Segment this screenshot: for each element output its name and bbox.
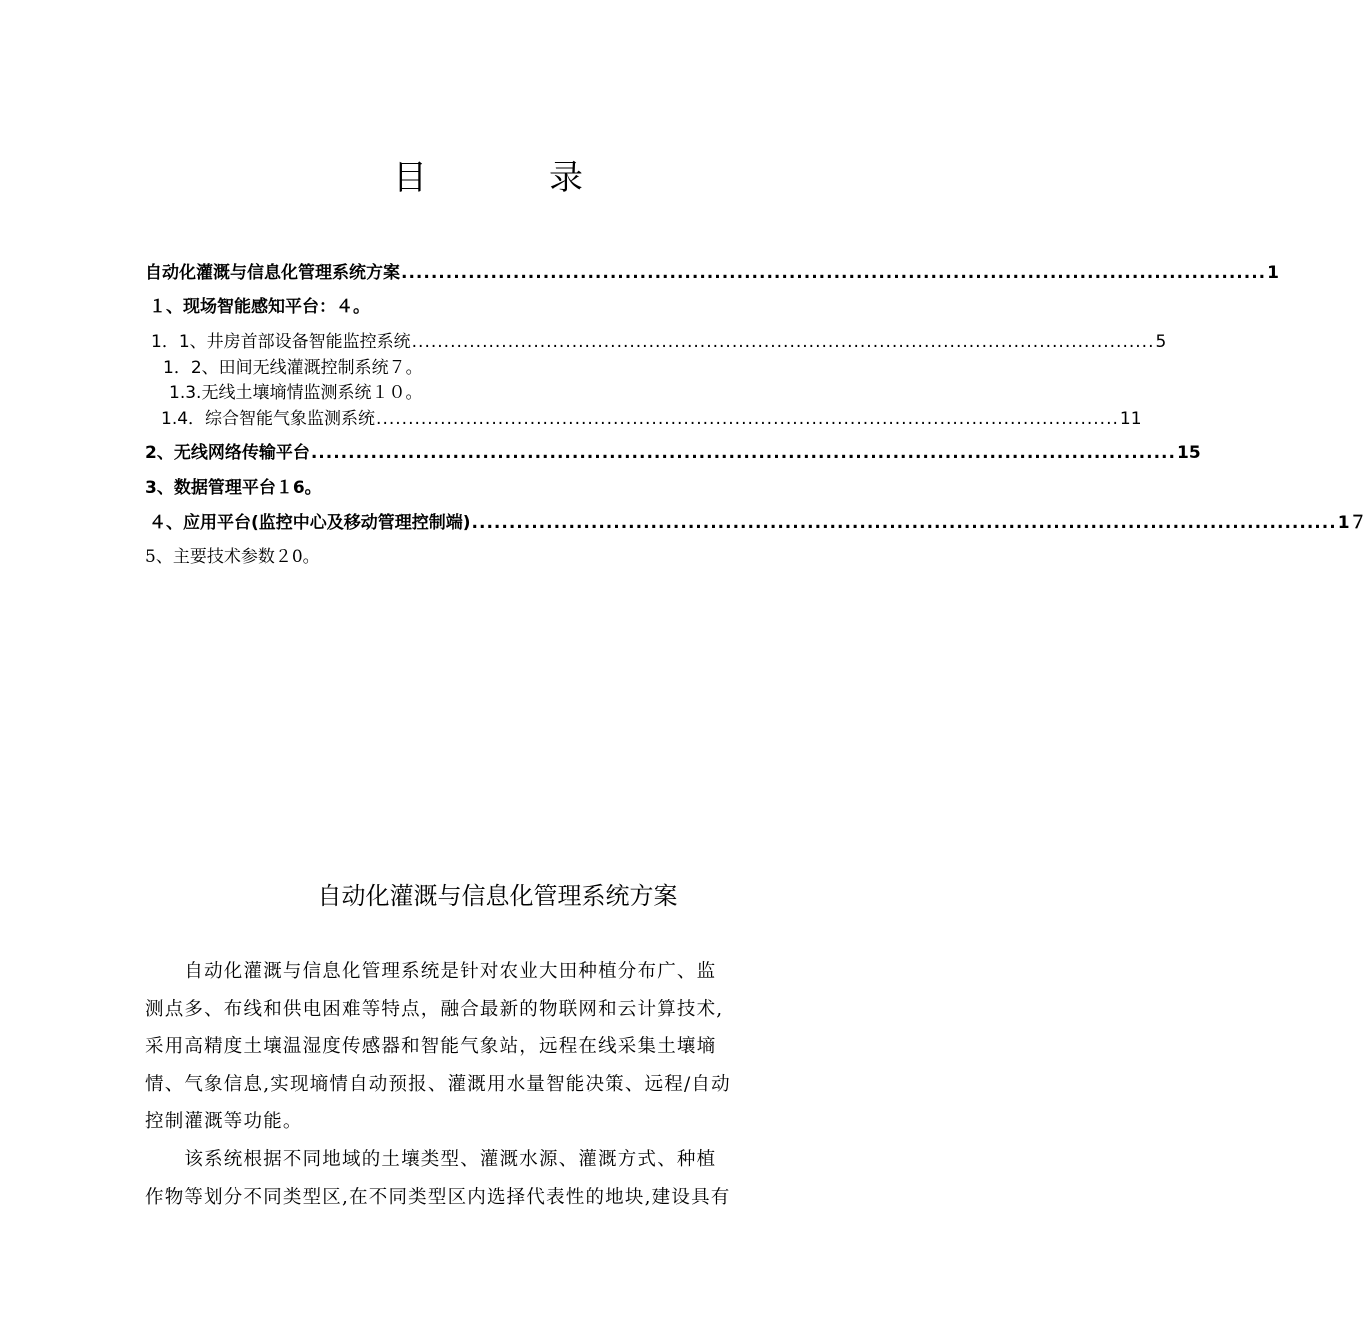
toc-entry[interactable] bbox=[145, 438, 1201, 463]
toc-entry-label: 1.3.无线土壤墒情监测系统１０。 bbox=[169, 383, 423, 403]
toc-leader: .................................................................................................................... bbox=[376, 409, 1119, 429]
toc-entry-label: 1．1、井房首部设备智能监控系统 bbox=[151, 332, 411, 352]
paragraph-line: 采用高精度土壤温湿度传感器和智能气象站，远程在线采集土壤墒 bbox=[145, 1036, 717, 1057]
toc-entry-label: 1．2、田间无线灌溉控制系统７。 bbox=[163, 358, 423, 378]
toc-entry[interactable] bbox=[169, 378, 805, 403]
paragraph-line: 控制灌溉等功能。 bbox=[145, 1111, 303, 1132]
toc-entry[interactable] bbox=[145, 258, 1279, 283]
toc-entry-label: １、现场智能感知平台：４。 bbox=[149, 297, 370, 317]
toc-entry-label: 2、无线网络传输平台 bbox=[145, 443, 310, 463]
paragraph-line: 情、气象信息,实现墒情自动预报、灌溉用水量智能决策、远程/自动 bbox=[145, 1073, 731, 1095]
toc-entry-label: 1.4．综合智能气象监测系统 bbox=[161, 409, 376, 429]
toc-entry-label: 3、数据管理平台１6。 bbox=[145, 478, 322, 498]
document-title: 自动化灌溉与信息化管理系统方案 bbox=[317, 882, 678, 910]
toc-entry[interactable] bbox=[161, 404, 1142, 429]
toc-entry[interactable] bbox=[151, 327, 1167, 352]
toc-leader: .................................................................................................................... bbox=[471, 513, 1337, 533]
toc-entry-page: 1７ bbox=[1337, 513, 1367, 533]
toc-entry[interactable] bbox=[145, 473, 805, 498]
body-paragraph bbox=[145, 953, 805, 1141]
toc-entry-page: 5 bbox=[1155, 332, 1167, 352]
toc-entry-page: 11 bbox=[1119, 409, 1142, 429]
toc-title: 目 录 bbox=[393, 158, 627, 198]
toc-entry-label: 5、主要技术参数２0。 bbox=[145, 547, 320, 567]
body-paragraph bbox=[145, 1141, 805, 1216]
toc-entry[interactable] bbox=[145, 542, 805, 567]
paragraph-line: 自动化灌溉与信息化管理系统是针对农业大田种植分布广、监 bbox=[145, 961, 717, 982]
paragraph-line: 该系统根据不同地域的土壤类型、灌溉水源、灌溉方式、种植 bbox=[145, 1149, 717, 1170]
toc-entry-label: 自动化灌溉与信息化管理系统方案 bbox=[145, 263, 400, 283]
toc-entry[interactable] bbox=[149, 508, 1367, 533]
toc-entry-page: 15 bbox=[1176, 443, 1201, 463]
paragraph-line: 测点多、布线和供电困难等特点，融合最新的物联网和云计算技术, bbox=[145, 998, 724, 1020]
toc-leader: .................................................................................................................... bbox=[401, 263, 1267, 283]
paragraph-line: 作物等划分不同类型区,在不同类型区内选择代表性的地块,建设具有 bbox=[145, 1186, 731, 1208]
toc-entry[interactable] bbox=[163, 353, 805, 378]
toc-leader: .................................................................................................................... bbox=[411, 332, 1155, 352]
toc-entry[interactable] bbox=[149, 292, 805, 317]
toc-entry-label: ４、应用平台(监控中心及移动管理控制端) bbox=[149, 513, 471, 533]
toc-entry-page: 1 bbox=[1267, 263, 1279, 283]
toc-leader: .................................................................................................................... bbox=[310, 443, 1176, 463]
